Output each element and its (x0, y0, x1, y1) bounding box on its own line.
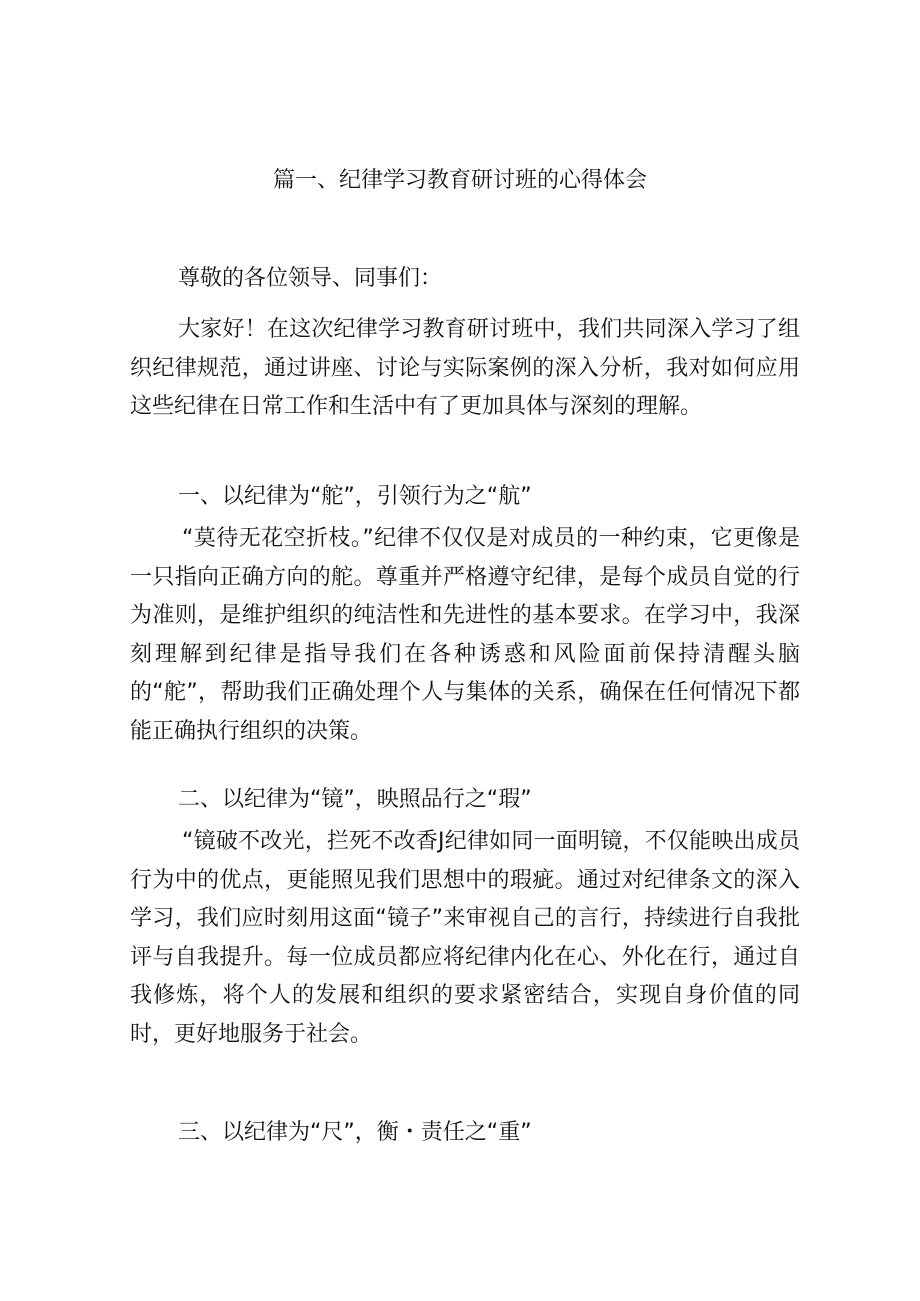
section-1-body: “莫待无花空折枝。”纪律不仅仅是对成员的一种约束，它更像是一只指向正确方向的舵。尊重并严格遵守纪律，是每个成员自觉的行为准则，是维护组织的纯洁性和先进性的基本要求。在学习中，我深刻理解到纪律是指导我们在各种诱惑和风险面前保持清醒头脑的“舵”，帮助我们正确处理个人与集体的关系，确保在任何情况下都能正确执行组织的决策。 (130, 526, 800, 744)
salutation: 尊敬的各位领导、同事们： (178, 266, 443, 291)
section-3-heading: 三、以纪律为“尺”，衡・责任之“重” (178, 1120, 532, 1145)
section-1-heading: 一、以纪律为“舵”，引领行为之“航” (178, 484, 532, 509)
section-2-heading: 二、以纪律为“镜”，映照品行之“瑕” (178, 787, 532, 812)
document-title: 篇一、纪律学习教育研讨班的心得体会 (272, 168, 647, 193)
intro-paragraph: 大家好！在这次纪律学习教育研讨班中，我们共同深入学习了组织纪律规范，通过讲座、讨论与实际案例的深入分析，我对如何应用这些纪律在日常工作和生活中有了更加具体与深刻的理解。 (130, 317, 800, 419)
section-2-body: “镜破不改光，拦死不改香J纪律如同一面明镜，不仅能映出成员行为中的优点，更能照见我们思想中的瑕疵。通过对纪律条文的深入学习，我们应时刻用这面“镜子”来审视自己的言行，持续进行自我批评与自我提升。每一位成员都应将纪律内化在心、外化在行，通过自我修炼，将个人的发展和组织的要求紧密结合，实现自身价值的同时，更好地服务于社会。 (130, 829, 800, 1047)
